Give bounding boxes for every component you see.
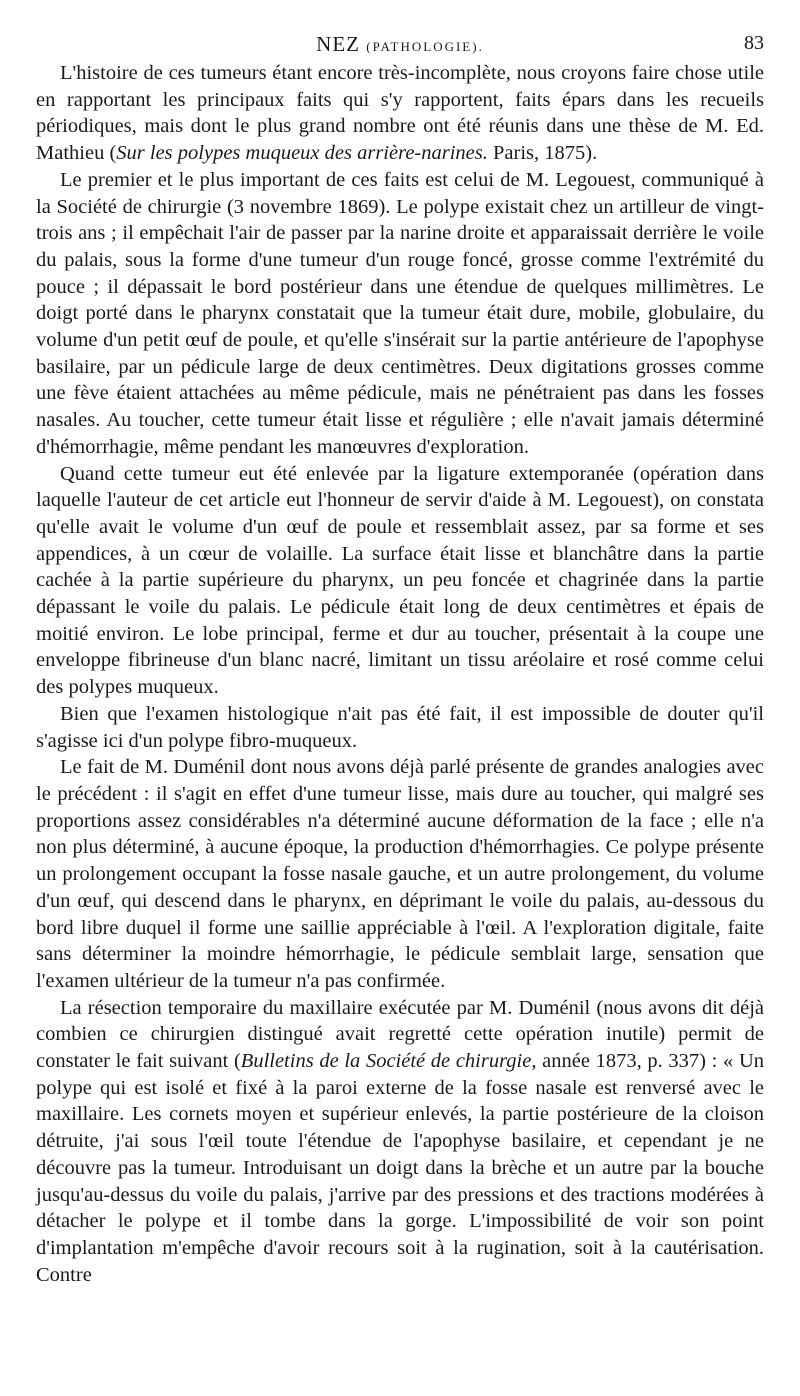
paragraph-1-text: L'histoire de ces tumeurs étant encore très-incomplète, nous croyons faire chose utile en rapportant les principaux faits qui s'y rapportent, faits épars dans les recueils périodiques, mais dont le plus grand nombre ont été réunis dans une thèse de M. Ed. Mathieu ( bbox=[36, 62, 764, 165]
paragraph-1 bbox=[36, 60, 764, 167]
paragraph-5 bbox=[36, 754, 764, 994]
page-number: 83 bbox=[744, 32, 764, 54]
paragraph-4-text: Bien que l'examen histologique n'ait pas été fait, il est impossible de douter qu'il s'agisse ici d'un polype fibro-muqueux. bbox=[36, 702, 764, 752]
body-text bbox=[36, 60, 764, 1288]
paragraph-2-text: Le premier et le plus important de ces faits est celui de M. Legouest, communiqué à la Société de chirurgie (3 novembre 1869). Le polype existait chez un artilleur de vingt-trois ans ; il empêchait l'air de passer par la narine droite et apparaissait derrière le voile du palais, sous la forme d'une tumeur d'un rouge foncé, grosse comme l'extrémité du pouce ; il dépassait le bord postérieur dans une étendue de quelques millimètres. Le doigt porté dans le pharynx constatait que la tumeur était dure, mobile, globulaire, du volume d'un petit œuf de poule, et qu'elle s'insérait sur la partie antérieure de l'apophyse basilaire, par un pédicule large de deux centimètres. Deux digitations grosses comme une fève étaient attachées au même pédicule, mais ne pénétraient pas dans les fosses nasales. Au toucher, cette tumeur était lisse et régulière ; elle n'avait jamais déterminé d'hémorrhagie, même pendant les manœuvres d'exploration. bbox=[36, 168, 764, 458]
paragraph-3-text: Quand cette tumeur eut été enlevée par la ligature extemporanée (opération dans laquelle l'auteur de cet article eut l'honneur de servir d'aide à M. Legouest), on constata qu'elle avait le volume d'un œuf de poule et ressemblait assez, par sa forme et ses appendices, à un cœur de volaille. La surface était lisse et blanchâtre dans la partie cachée à la partie supérieure du pharynx, un peu foncée et chagrinée dans la partie dépassant le voile du palais. Le pédicule était long de deux centimètres et épais de moitié environ. Le lobe principal, ferme et dur au toucher, présentait à la coupe une enveloppe fibrineuse d'un blanc nacré, limitant un tissu aréolaire et rosé comme celui des polypes muqueux. bbox=[36, 462, 764, 699]
paragraph-6 bbox=[36, 995, 764, 1289]
paragraph-5-text: Le fait de M. Duménil dont nous avons déjà parlé présente de grandes analogies avec le précédent : il s'agit en effet d'une tumeur lisse, mais dure au toucher, qui malgré ses proportions assez considérables n'a déterminé aucune déformation de la face ; elle n'a non plus déterminé, à aucune époque, la production d'hémorrhagies. Ce polype présente un prolongement occupant la fosse nasale gauche, et un autre prolongement, du volume d'un œuf, qui descend dans le pharynx, en déprimant le voile du palais, au-dessous du bord libre duquel il forme une saillie appréciable à l'œil. A l'exploration digitale, faite sans déterminer la moindre hémorrhagie, le pédicule semblait large, sensation que l'examen ultérieur de la tumeur n'a pas confirmée. bbox=[36, 756, 764, 992]
running-title-main: NEZ bbox=[316, 32, 360, 56]
paragraph-3 bbox=[36, 461, 764, 701]
running-title bbox=[36, 32, 764, 57]
paragraph-6-citation: Bulletins de la Société de chirurgie bbox=[240, 1050, 532, 1073]
running-title-sub: (PATHOLOGIE). bbox=[366, 39, 484, 54]
paragraph-4 bbox=[36, 701, 764, 754]
paragraph-1-text-end: Paris, 1875). bbox=[487, 142, 598, 165]
paragraph-2 bbox=[36, 167, 764, 461]
paragraph-6-text-end: , année 1873, p. 337) : « Un polype qui est isolé et fixé à la paroi externe de la fosse nasale est renversé avec le maxillaire. Les cornets moyen et supérieur enlevés, la partie postérieure de la cloison détruite, j'ai sous l'œil toute l'étendue de l'apophyse basilaire, et cependant je ne découvre pas la tumeur. Introduisant un doigt dans la brèche et un autre par la bouche jusqu'au-dessus du voile du palais, j'arrive par des pressions et des tractions modérées à détacher le polype et il tombe dans la gorge. L'impossibilité de voir son point d'implantation m'empêche d'avoir recours soit à la rugination, soit à la cautérisation. Contre bbox=[36, 1050, 764, 1286]
running-header bbox=[36, 26, 764, 56]
paragraph-1-citation: Sur les polypes muqueux des arrière-narines. bbox=[116, 142, 488, 165]
paragraph-6-text: La résection temporaire du maxillaire exécutée par M. Duménil (nous avons dit déjà combien ce chirurgien distingué avait regretté cette opération inutile) permit de constater le fait suivant ( bbox=[36, 996, 764, 1073]
